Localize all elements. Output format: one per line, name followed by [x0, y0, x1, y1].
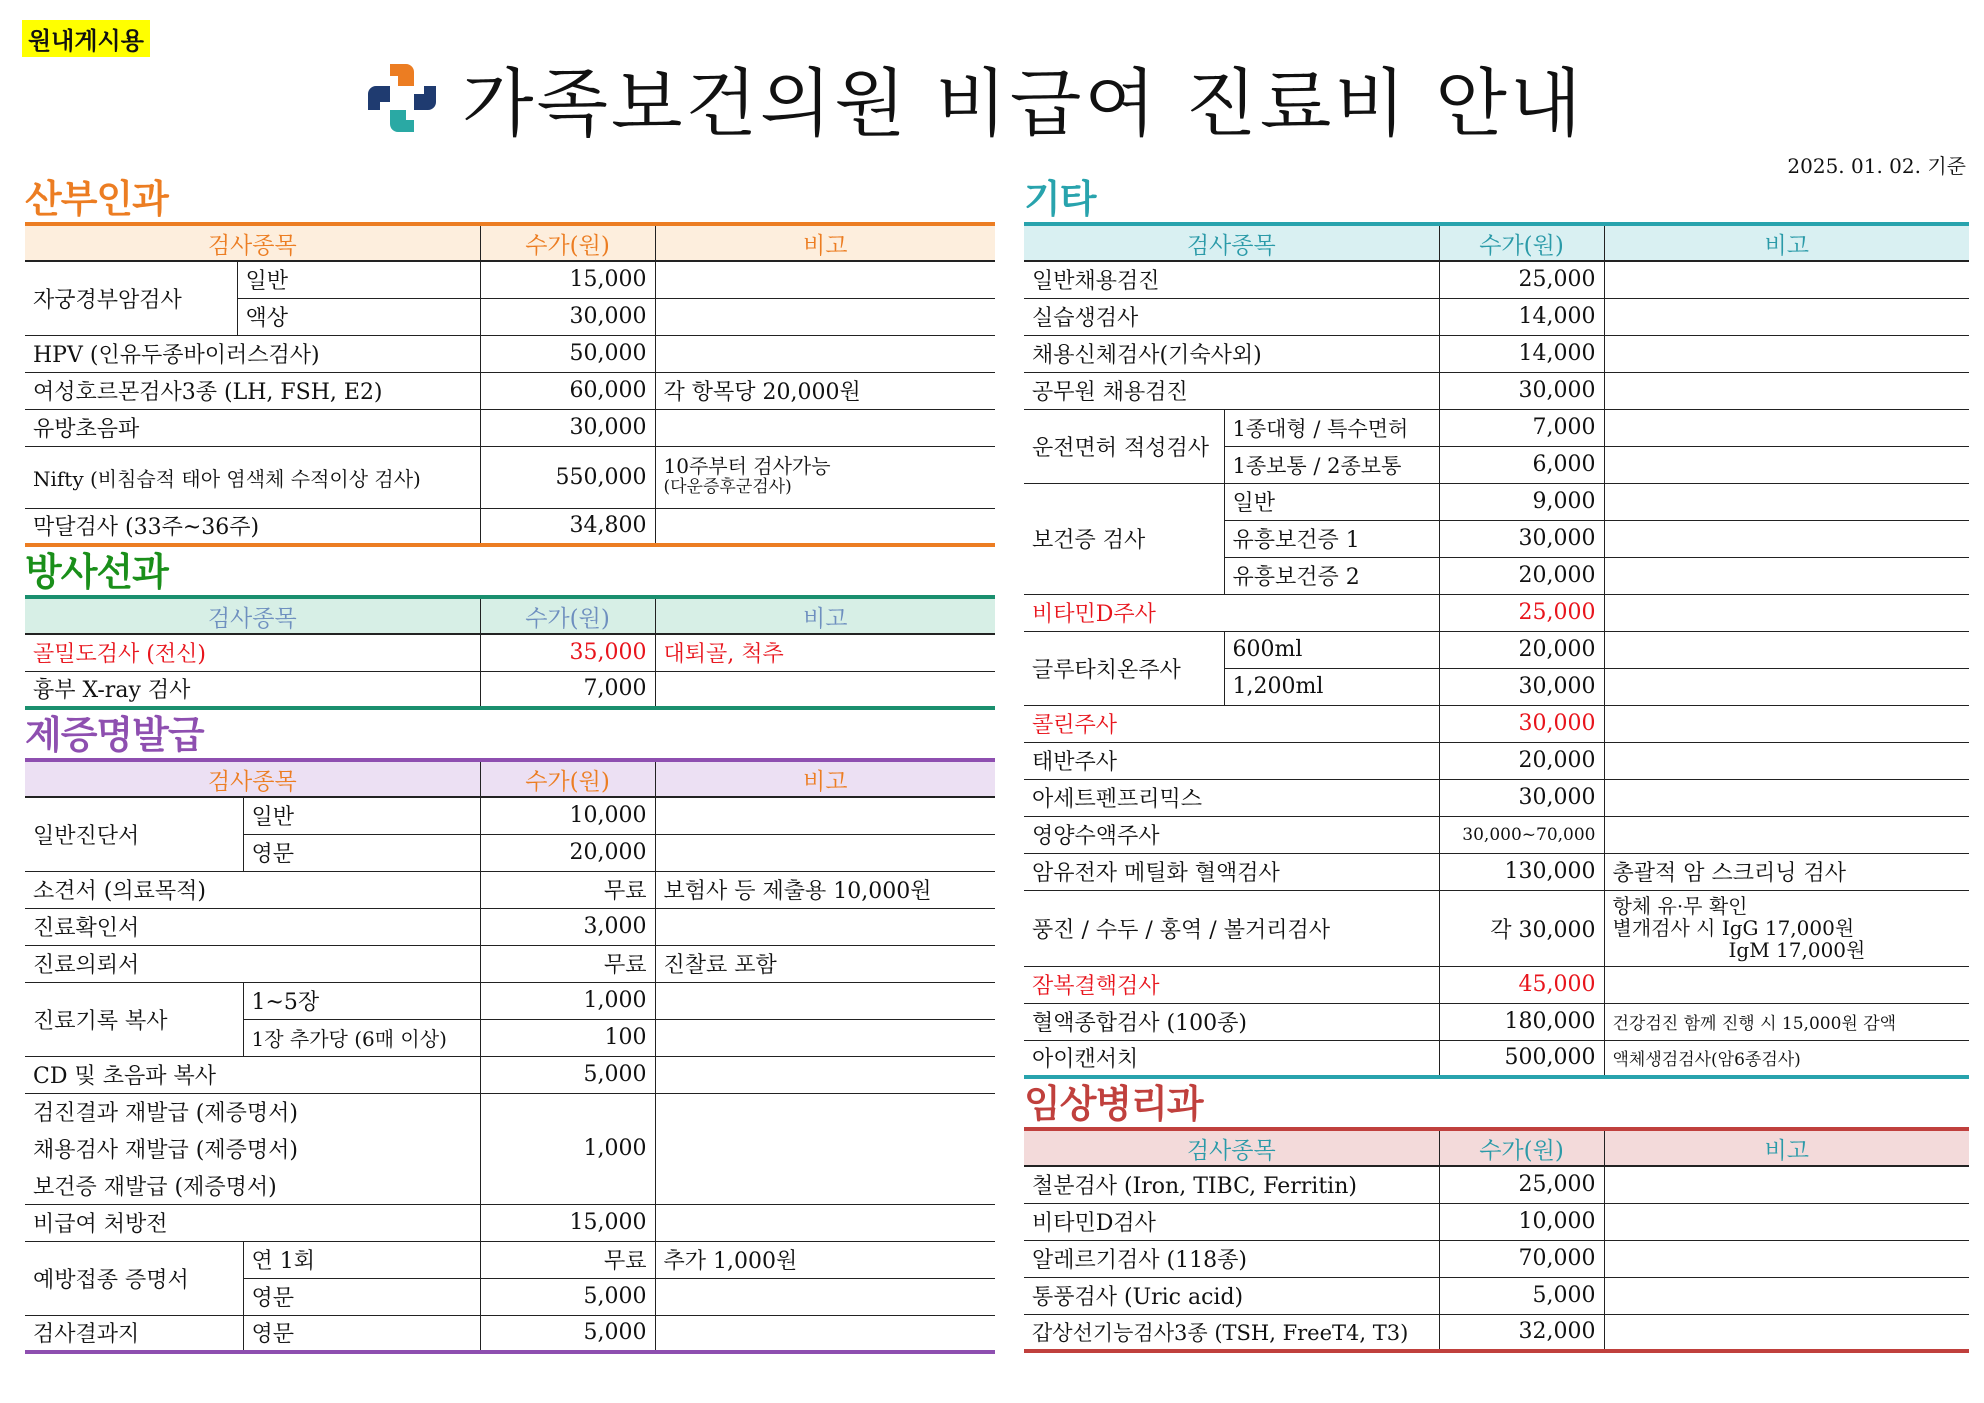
row-label: 막달검사 (33주~36주): [25, 508, 480, 545]
row-fee: 20,000: [1439, 631, 1604, 668]
row-sublabel: 1,200ml: [1224, 668, 1439, 705]
note-line: IgM 17,000원: [1728, 938, 1866, 962]
table-row: [1024, 1040, 1969, 1077]
row-label: 철분검사 (Iron, TIBC, Ferritin): [1024, 1166, 1439, 1203]
row-label: 태반주사: [1024, 742, 1439, 779]
section-title-certificate: 제증명발급: [25, 713, 204, 757]
table-row: [1024, 1166, 1969, 1203]
row-label: 운전면허 적성검사: [1024, 409, 1224, 483]
row-note: [655, 671, 995, 708]
row-label: Nifty (비침습적 태아 염색체 수적이상 검사): [25, 446, 480, 508]
row-note: 액체생검검사(암6종검사): [1604, 1040, 1969, 1077]
note-line: 별개검사 시 IgG 17,000원: [1612, 916, 1855, 940]
table-row: [1024, 1003, 1969, 1040]
row-fee: 5,000: [480, 1056, 655, 1093]
row-note: [1604, 1314, 1969, 1351]
header-fee: 수가(원): [480, 760, 655, 797]
row-sublabel: 1~5장: [243, 982, 480, 1019]
etc-table: [1024, 222, 1969, 1079]
row-fee: 130,000: [1439, 853, 1604, 890]
table-row: [25, 1093, 995, 1130]
row-fee: 60,000: [480, 372, 655, 409]
table-row: [1024, 372, 1969, 409]
table-row: [25, 1056, 995, 1093]
row-fee: 30,000~70,000: [1439, 816, 1604, 853]
row-note: [1604, 631, 1969, 668]
table-header: [25, 224, 995, 261]
row-note: [1604, 446, 1969, 483]
row-fee: 20,000: [1439, 557, 1604, 594]
row-sublabel: 1장 추가당 (6매 이상): [243, 1019, 480, 1056]
row-fee: 30,000: [1439, 705, 1604, 742]
row-label: 비타민D주사: [1024, 594, 1439, 631]
row-fee: 6,000: [1439, 446, 1604, 483]
row-fee: 무료: [480, 945, 655, 982]
row-label: 비급여 처방전: [25, 1204, 480, 1241]
row-fee: 500,000: [1439, 1040, 1604, 1077]
row-note: [655, 261, 995, 298]
header-item: 검사종목: [25, 597, 480, 634]
row-note: [655, 1278, 995, 1315]
row-label: 채용신체검사(기숙사외): [1024, 335, 1439, 372]
row-note: [1604, 1277, 1969, 1314]
row-note: [1604, 483, 1969, 520]
table-row: [1024, 742, 1969, 779]
row-note: [1604, 409, 1969, 446]
header-note: 비고: [655, 760, 995, 797]
row-fee: 550,000: [480, 446, 655, 508]
row-note: 대퇴골, 척추: [655, 634, 995, 671]
row-fee: 14,000: [1439, 335, 1604, 372]
row-label: 일반진단서: [25, 797, 243, 871]
table-row: [1024, 631, 1969, 668]
row-sublabel: 연 1회: [243, 1241, 480, 1278]
row-note: [655, 1056, 995, 1093]
right-column: [1024, 176, 1969, 1353]
row-fee: 무료: [480, 871, 655, 908]
table-row: [1024, 1314, 1969, 1351]
header-fee: 수가(원): [480, 597, 655, 634]
row-sublabel: 1종보통 / 2종보통: [1224, 446, 1439, 483]
row-label: HPV (인유두종바이러스검사): [25, 335, 480, 372]
row-label: 영양수액주사: [1024, 816, 1439, 853]
row-fee: 15,000: [480, 1204, 655, 1241]
note-line: 항체 유·무 확인: [1612, 894, 1748, 918]
section-title-radiology: 방사선과: [25, 550, 168, 594]
radiology-table: [25, 595, 995, 710]
row-note: [1604, 779, 1969, 816]
basis-date: 2025. 01. 02. 기준: [1787, 154, 1966, 178]
row-note: [655, 797, 995, 834]
row-note: 보험사 등 제출용 10,000원: [655, 871, 995, 908]
obgyn-table: [25, 222, 995, 547]
row-label: 보건증 재발급 (제증명서): [25, 1167, 480, 1204]
row-label: 글루타치온주사: [1024, 631, 1224, 705]
table-row: [1024, 1277, 1969, 1314]
row-label: 알레르기검사 (118종): [1024, 1240, 1439, 1277]
table-row: [25, 982, 995, 1019]
row-sublabel: 1종대형 / 특수면허: [1224, 409, 1439, 446]
row-fee: 7,000: [480, 671, 655, 708]
row-label: 검사결과지: [25, 1315, 243, 1352]
row-fee: 30,000: [1439, 372, 1604, 409]
section-title-clinical: 임상병리과: [1024, 1082, 1203, 1126]
row-note: [1604, 705, 1969, 742]
row-fee: 35,000: [480, 634, 655, 671]
page-title: 가족보건의원 비급여 진료비 안내: [462, 61, 1585, 147]
row-sublabel: 영문: [243, 1278, 480, 1315]
table-header: [1024, 1129, 1969, 1166]
row-fee: 30,000: [1439, 779, 1604, 816]
row-note: [655, 982, 995, 1019]
row-note: [1604, 1203, 1969, 1240]
row-sublabel: 일반: [237, 261, 480, 298]
row-sublabel: 영문: [243, 1315, 480, 1352]
row-note: [1604, 1240, 1969, 1277]
row-label: 일반채용검진: [1024, 261, 1439, 298]
table-row: [25, 945, 995, 982]
row-sublabel: 영문: [243, 834, 480, 871]
row-sublabel: 600ml: [1224, 631, 1439, 668]
table-row: [25, 634, 995, 671]
row-fee: 32,000: [1439, 1314, 1604, 1351]
row-note: [1604, 742, 1969, 779]
internal-posting-badge: 원내게시용: [22, 20, 150, 57]
row-fee: 45,000: [1439, 966, 1604, 1003]
row-note: 진찰료 포함: [655, 945, 995, 982]
table-row: [1024, 335, 1969, 372]
section-title-obgyn: 산부인과: [25, 177, 168, 221]
row-label: 갑상선기능검사3종 (TSH, FreeT4, T3): [1024, 1314, 1439, 1351]
table-row: [25, 261, 995, 298]
table-row: [25, 1204, 995, 1241]
row-label: 소견서 (의료목적): [25, 871, 480, 908]
row-fee: 3,000: [480, 908, 655, 945]
table-row: [1024, 298, 1969, 335]
table-row: [25, 335, 995, 372]
table-row: [25, 409, 995, 446]
row-fee: 5,000: [1439, 1277, 1604, 1314]
row-label: 실습생검사: [1024, 298, 1439, 335]
row-label: 비타민D검사: [1024, 1203, 1439, 1240]
header-item: 검사종목: [1024, 224, 1439, 261]
row-note: [655, 908, 995, 945]
row-label: 여성호르몬검사3종 (LH, FSH, E2): [25, 372, 480, 409]
row-label: 흉부 X-ray 검사: [25, 671, 480, 708]
section-title-etc: 기타: [1024, 177, 1096, 221]
row-label: 잠복결핵검사: [1024, 966, 1439, 1003]
row-label: 진료의뢰서: [25, 945, 480, 982]
row-note: [1604, 966, 1969, 1003]
row-note: [1604, 668, 1969, 705]
table-row: [1024, 1203, 1969, 1240]
row-label: 아세트펜프리믹스: [1024, 779, 1439, 816]
header: [360, 48, 1584, 148]
row-note: [655, 335, 995, 372]
row-note: [655, 1204, 995, 1241]
table-row: [25, 797, 995, 834]
row-fee: 25,000: [1439, 594, 1604, 631]
row-fee: 30,000: [1439, 520, 1604, 557]
row-label: 진료기록 복사: [25, 982, 243, 1056]
row-note: [1604, 1166, 1969, 1203]
row-label: 콜린주사: [1024, 705, 1439, 742]
header-note: 비고: [655, 597, 995, 634]
header-item: 검사종목: [25, 760, 480, 797]
table-row: [1024, 261, 1969, 298]
left-column: [25, 176, 995, 1354]
row-fee: 25,000: [1439, 1166, 1604, 1203]
header-item: 검사종목: [25, 224, 480, 261]
table-row: [25, 908, 995, 945]
row-label: 골밀도검사 (전신): [25, 634, 480, 671]
row-fee: 20,000: [480, 834, 655, 871]
header-note: 비고: [655, 224, 995, 261]
row-label: 채용검사 재발급 (제증명서): [33, 1138, 298, 1163]
row-label: 검진결과 재발급 (제증명서): [33, 1101, 298, 1127]
row-fee: 70,000: [1439, 1240, 1604, 1277]
table-header: [25, 597, 995, 634]
table-row: [1024, 594, 1969, 631]
header-fee: 수가(원): [480, 224, 655, 261]
table-row: [1024, 705, 1969, 742]
table-row: [1024, 853, 1969, 890]
clinical-table: [1024, 1127, 1969, 1353]
row-note: 추가 1,000원: [655, 1241, 995, 1278]
row-label: 풍진 / 수두 / 홍역 / 볼거리검사: [1024, 890, 1439, 966]
table-row: [25, 1241, 995, 1278]
row-fee: 14,000: [1439, 298, 1604, 335]
row-note: [655, 409, 995, 446]
row-fee: 50,000: [480, 335, 655, 372]
row-label: 보건증 검사: [1024, 483, 1224, 594]
row-note: [1604, 594, 1969, 631]
header-fee: 수가(원): [1439, 1129, 1604, 1166]
note-line: (다운증후군검사): [663, 477, 792, 497]
row-sublabel: 일반: [1224, 483, 1439, 520]
row-note: [1604, 335, 1969, 372]
row-label: 암유전자 메틸화 혈액검사: [1024, 853, 1439, 890]
table-header: [25, 760, 995, 797]
row-fee: 1,000: [480, 982, 655, 1019]
row-sublabel: 액상: [237, 298, 480, 335]
row-fee: 15,000: [480, 261, 655, 298]
row-fee: 1,000: [480, 1093, 655, 1204]
table-row: [25, 446, 995, 508]
row-fee: 30,000: [480, 409, 655, 446]
row-fee: 5,000: [480, 1315, 655, 1352]
row-note: [1604, 890, 1969, 966]
table-row: [25, 871, 995, 908]
row-fee: 20,000: [1439, 742, 1604, 779]
row-label: 예방접종 증명서: [25, 1241, 243, 1315]
row-note: [1604, 372, 1969, 409]
row-label: 통풍검사 (Uric acid): [1024, 1277, 1439, 1314]
row-fee: 30,000: [1439, 668, 1604, 705]
table-row: [1024, 966, 1969, 1003]
table-row: [25, 671, 995, 708]
row-note: [1604, 298, 1969, 335]
header-item: 검사종목: [1024, 1129, 1439, 1166]
header-note: 비고: [1604, 1129, 1969, 1166]
table-row: [1024, 1240, 1969, 1277]
row-note: [1604, 520, 1969, 557]
row-sublabel: 일반: [243, 797, 480, 834]
table-row: [25, 508, 995, 545]
row-label: 아이캔서치: [1024, 1040, 1439, 1077]
row-fee: 25,000: [1439, 261, 1604, 298]
row-fee: 10,000: [480, 797, 655, 834]
row-fee: 100: [480, 1019, 655, 1056]
table-row: [25, 1315, 995, 1352]
clinic-logo-icon: [360, 56, 444, 140]
row-label: 유방초음파: [25, 409, 480, 446]
row-note: [655, 1093, 995, 1204]
row-fee: 5,000: [480, 1278, 655, 1315]
row-label: 혈액종합검사 (100종): [1024, 1003, 1439, 1040]
row-label: 공무원 채용검진: [1024, 372, 1439, 409]
table-header: [1024, 224, 1969, 261]
row-label: 진료확인서: [25, 908, 480, 945]
row-fee: 9,000: [1439, 483, 1604, 520]
row-note: [655, 1019, 995, 1056]
row-note: [1604, 557, 1969, 594]
certificate-table: [25, 758, 995, 1354]
row-label: CD 및 초음파 복사: [25, 1056, 480, 1093]
row-sublabel: 유흥보건증 2: [1224, 557, 1439, 594]
row-note: 각 항목당 20,000원: [655, 372, 995, 409]
header-fee: 수가(원): [1439, 224, 1604, 261]
row-label: 자궁경부암검사: [25, 261, 237, 335]
row-note: [655, 834, 995, 871]
table-row: [25, 372, 995, 409]
row-note: [655, 446, 995, 508]
row-note: [655, 298, 995, 335]
row-fee: 30,000: [480, 298, 655, 335]
row-sublabel: 유흥보건증 1: [1224, 520, 1439, 557]
row-note: [655, 1315, 995, 1352]
row-fee: 7,000: [1439, 409, 1604, 446]
row-fee: 34,800: [480, 508, 655, 545]
table-row: [1024, 779, 1969, 816]
table-row: [1024, 890, 1969, 966]
row-note: 건강검진 함께 진행 시 15,000원 감액: [1604, 1003, 1969, 1040]
table-row: [1024, 483, 1969, 520]
row-fee: 10,000: [1439, 1203, 1604, 1240]
table-row: [1024, 816, 1969, 853]
row-note: [1604, 261, 1969, 298]
row-fee: 180,000: [1439, 1003, 1604, 1040]
row-note: [655, 508, 995, 545]
header-note: 비고: [1604, 224, 1969, 261]
table-row: [1024, 409, 1969, 446]
row-fee: 각 30,000: [1439, 890, 1604, 966]
note-line: 10주부터 검사가능: [663, 454, 831, 478]
row-fee: 무료: [480, 1241, 655, 1278]
row-note: 총괄적 암 스크리닝 검사: [1604, 853, 1969, 890]
row-note: [1604, 816, 1969, 853]
